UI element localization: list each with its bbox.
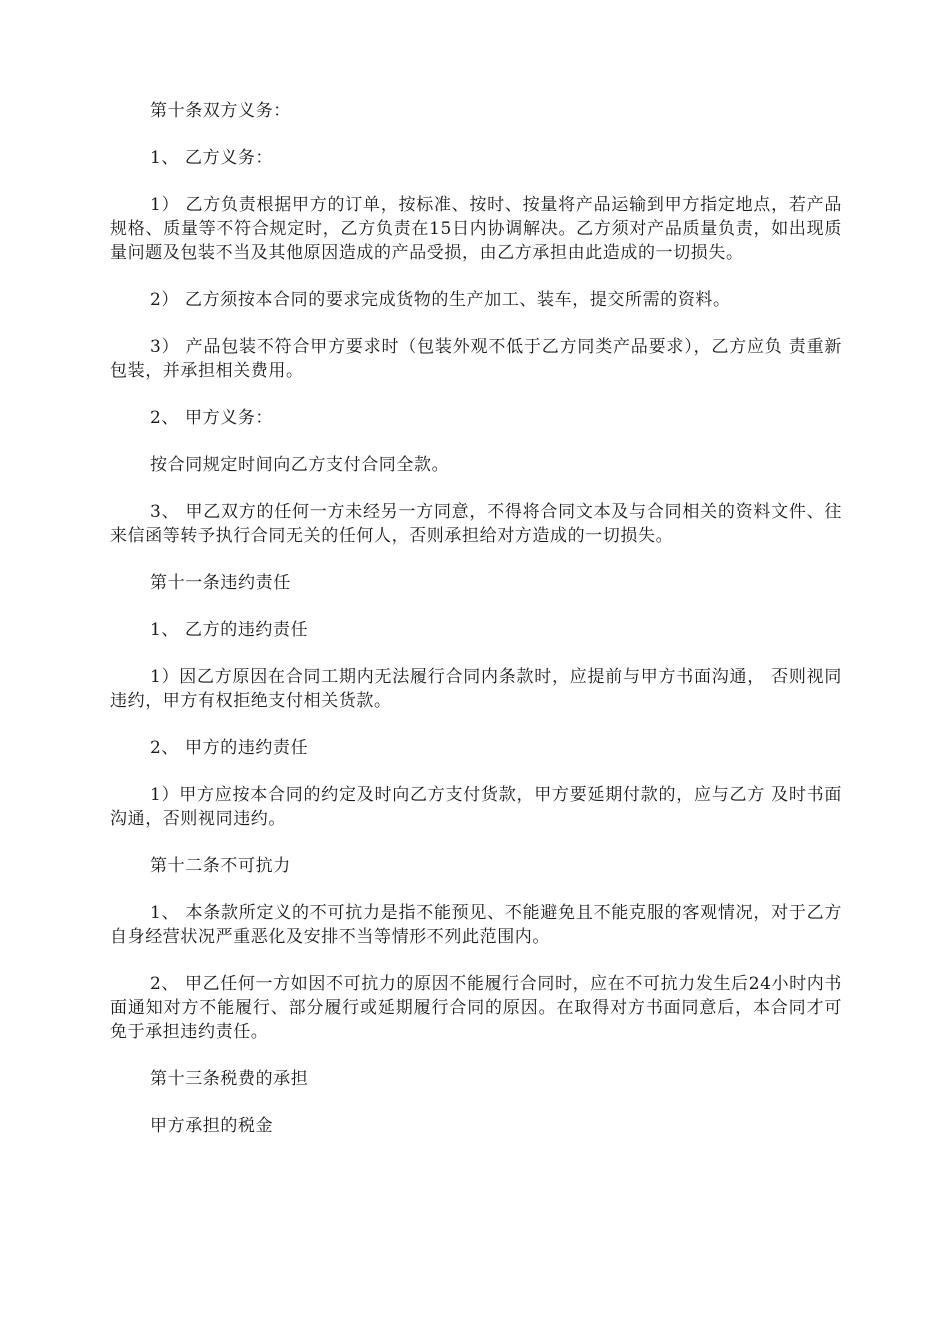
force-majeure-clause-1: 1、 本条款所定义的不可抗力是指不能预见、不能避免且不能克服的客观情况，对于乙方自身经营状况严重恶化及安排不当等情形不列此范围内。 xyxy=(110,903,842,947)
force-majeure-clause-2: 2、 甲乙任何一方如因不可抗力的原因不能履行合同时，应在不可抗力发生后24小时内书面通知对方不能履行、部分履行或延期履行合同的原因。在取得对方书面同意后，本合同才可免于承担违约责任。 xyxy=(110,974,842,1042)
article-11-heading: 第十一条违约责任 xyxy=(150,573,291,593)
party-b-liability-heading: 1、 乙方的违约责任 xyxy=(150,620,309,640)
party-b-obligations-heading: 1、 乙方义务： xyxy=(150,148,274,168)
document-body xyxy=(110,99,842,1161)
party-b-liability-1: 1）因乙方原因在合同工期内无法履行合同内条款时，应提前与甲方书面沟通， 否则视同违约，甲方有权拒绝支付相关货款。 xyxy=(110,667,842,711)
party-b-obligation-1: 1） 乙方负责根据甲方的订单，按标准、按时、按量将产品运输到甲方指定地点，若产品规格、质量等不符合规定时，乙方负责在15日内协调解决。乙方须对产品质量负责，如出现质量问题及包装不当及其他原因造成的产品受损，由乙方承担由此造成的一切损失。 xyxy=(110,195,842,263)
party-b-obligation-2: 2） 乙方须按本合同的要求完成货物的生产加工、装车，提交所需的资料。 xyxy=(150,290,731,310)
party-a-obligations-heading: 2、 甲方义务： xyxy=(150,408,274,428)
party-b-obligation-3: 3） 产品包装不符合甲方要求时（包装外观不低于乙方同类产品要求），乙方应负 责重新包装，并承担相关费用。 xyxy=(110,337,842,381)
article-13-heading: 第十三条税费的承担 xyxy=(150,1069,309,1089)
party-a-liability-heading: 2、 甲方的违约责任 xyxy=(150,738,309,758)
article-12-heading: 第十二条不可抗力 xyxy=(150,856,291,876)
party-a-liability-1: 1）甲方应按本合同的约定及时向乙方支付货款，甲方要延期付款的，应与乙方 及时书面沟通，否则视同违约。 xyxy=(110,785,842,829)
party-a-taxes: 甲方承担的税金 xyxy=(150,1116,274,1136)
article-10-heading: 第十条双方义务： xyxy=(150,101,291,121)
confidentiality-clause: 3、 甲乙双方的任何一方未经另一方同意，不得将合同文本及与合同相关的资料文件、往来信函等转予执行合同无关的任何人，否则承担给对方造成的一切损失。 xyxy=(110,502,842,546)
party-a-obligation: 按合同规定时间向乙方支付合同全款。 xyxy=(150,455,450,475)
